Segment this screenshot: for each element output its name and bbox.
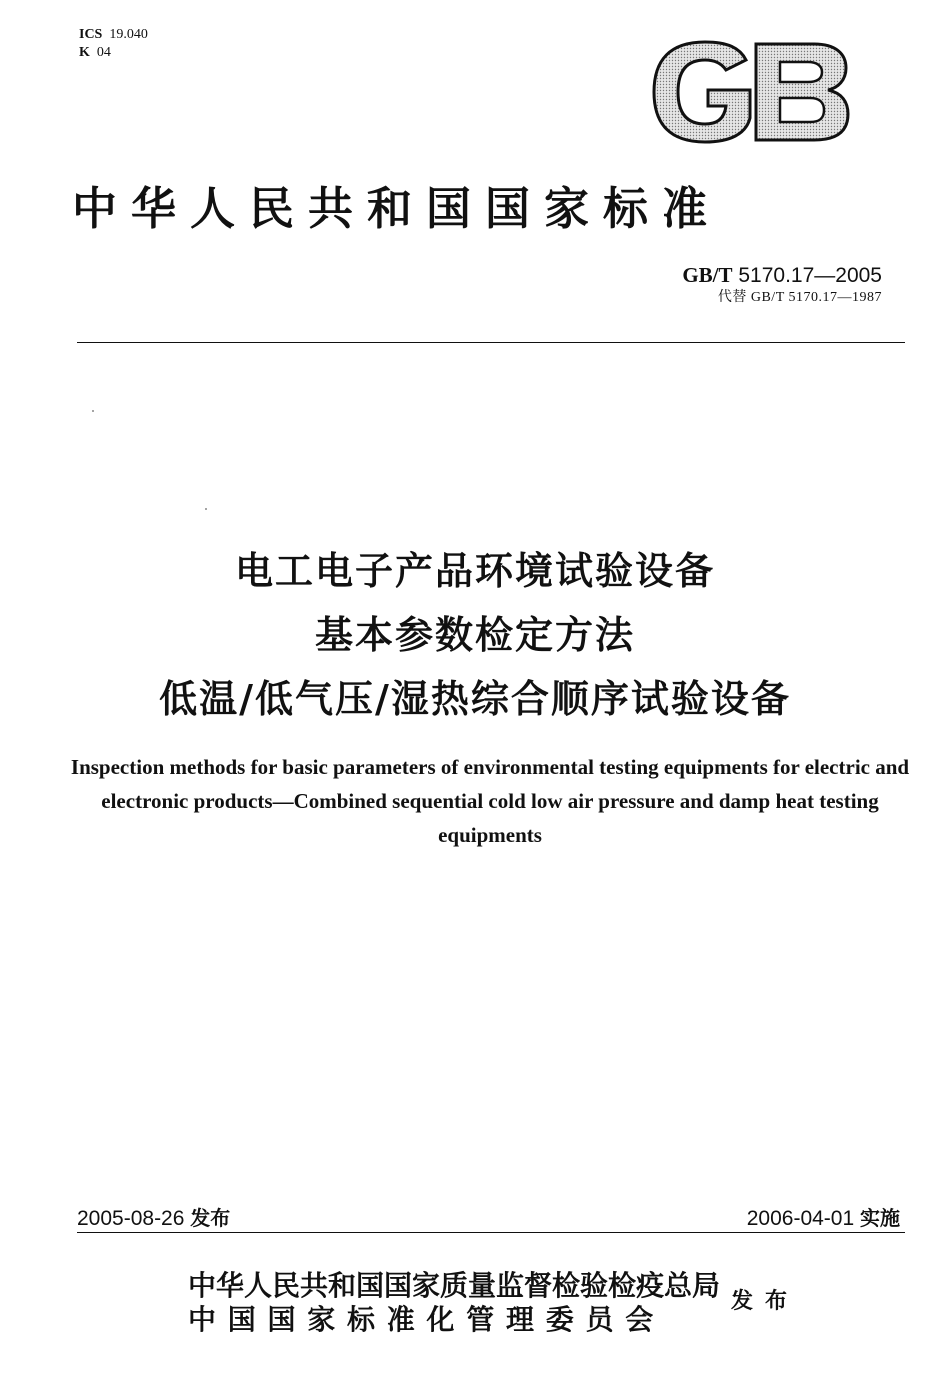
ics-label: ICS <box>79 27 103 42</box>
scan-speck <box>205 508 207 510</box>
gb-logo <box>650 38 850 146</box>
national-standard-title: 中华人民共和国国家标准 <box>72 182 722 235</box>
ics-classification <box>79 26 148 62</box>
ics-code: 19.040 <box>109 27 148 42</box>
title-cn-line-2: 基本参数检定方法 <box>314 613 635 657</box>
effective-label: 实施 <box>860 1206 900 1230</box>
title-cn-line-1: 电工电子产品环境试验设备 <box>234 549 715 593</box>
standard-prefix: GB/T <box>682 263 733 287</box>
issue-date-block <box>77 1202 230 1231</box>
standard-number: 5170.17—2005 <box>738 264 882 287</box>
title-cn-line-3: 低温/低气压/湿热综合顺序试验设备 <box>159 677 791 721</box>
issue-label: 发布 <box>190 1206 231 1230</box>
class-label: K <box>79 45 90 60</box>
issuer-sac: 中 国 国 家 标 准 化 管 理 委 员 会 <box>188 1303 655 1336</box>
class-code: 04 <box>96 45 111 60</box>
issue-date: 2005-08-26 <box>77 1207 185 1230</box>
replaces-note: 代替 GB/T 5170.17—1987 <box>717 290 882 305</box>
effective-date: 2006-04-01 <box>746 1207 855 1230</box>
issuer-aqsiq: 中华人民共和国国家质量监督检验检疫总局 <box>188 1269 721 1302</box>
effective-date-block <box>747 1202 900 1231</box>
scan-speck <box>92 410 94 412</box>
footer-divider <box>77 1232 905 1233</box>
issuer-action: 发布 <box>731 1288 800 1314</box>
standard-number-block <box>682 262 882 307</box>
header-divider <box>77 342 905 343</box>
title-en: Inspection methods for basic parameters of environmental testing equipments for electric and electronic products—Combined sequential cold low air pressure and damp heat testing equipments <box>70 755 910 847</box>
